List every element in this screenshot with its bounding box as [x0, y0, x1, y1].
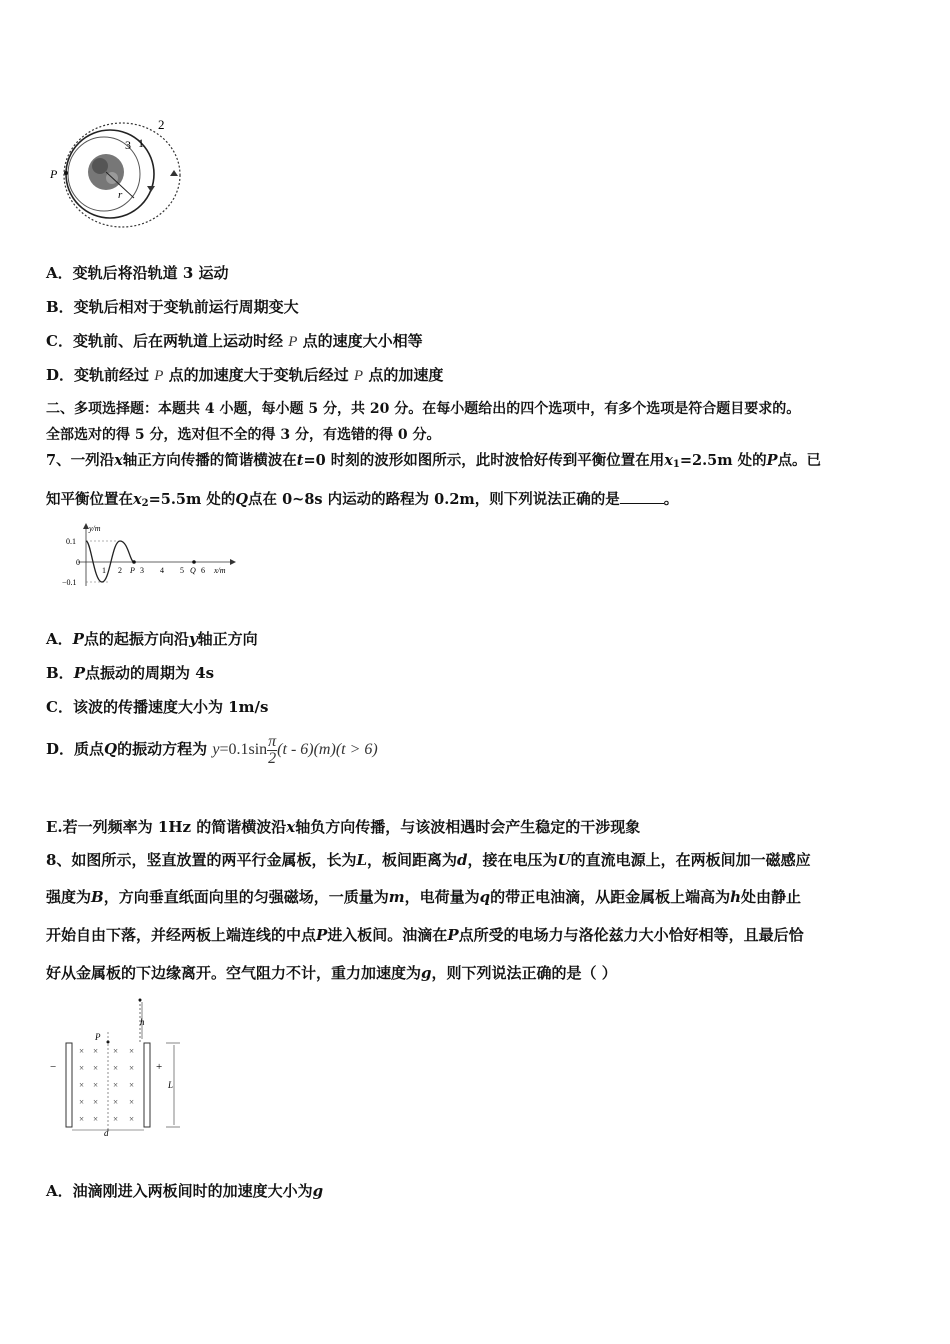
- q8-stem-line1: [46, 849, 811, 870]
- var-g: g: [312, 1182, 324, 1200]
- text: 。: [663, 491, 679, 508]
- q8-stem-line3: [46, 924, 804, 945]
- label-p: P: [95, 1032, 101, 1042]
- q6-option-d-mid: 点的加速度大于变轨后经过: [168, 366, 349, 384]
- label-2: 2: [158, 117, 165, 132]
- wave-curve: [86, 541, 134, 582]
- text: =0 时刻的波形如图所示，此时波恰好传到平衡位置在用: [303, 452, 665, 469]
- cross: ×: [93, 1114, 99, 1124]
- cross: ×: [93, 1046, 99, 1056]
- q6-option-c-pre: C．变轨前、后在两轨道上运动时经: [46, 332, 283, 350]
- text: A．: [46, 630, 73, 648]
- y-tick-zero: 0: [76, 558, 80, 567]
- cross: ×: [93, 1097, 99, 1107]
- y-tick-bottom: −0.1: [62, 578, 77, 587]
- subscript: 1: [672, 459, 680, 470]
- point-p: [132, 560, 136, 564]
- cross: ×: [113, 1097, 119, 1107]
- x-tick-q: Q: [190, 566, 196, 575]
- var-p: P: [316, 926, 328, 944]
- text: 开始自由下落，并经两板上端连线的中点: [46, 926, 317, 944]
- x-tick-5: 5: [180, 566, 184, 575]
- y-axis-label: y/m: [89, 524, 101, 533]
- x-tick-4: 4: [160, 566, 164, 575]
- cross: ×: [113, 1046, 119, 1056]
- cross: ×: [113, 1114, 119, 1124]
- var-x2: x: [133, 491, 142, 508]
- x-tick-3: 3: [140, 566, 144, 575]
- text: 知平衡位置在: [46, 491, 133, 508]
- left-plate: [66, 1043, 72, 1127]
- q6-option-d: [46, 364, 443, 385]
- label-d: d: [104, 1128, 109, 1136]
- cross: ×: [129, 1046, 135, 1056]
- text: 的直流电源上，在两板间加一磁感应: [570, 851, 811, 869]
- section-heading-line2: 全部选对的得 5 分，选对但不全的得 3 分，有选错的得 0 分。: [46, 427, 441, 443]
- x-tick-1: 1: [102, 566, 106, 575]
- text: 的振动方程为: [117, 740, 208, 759]
- label-h: h: [140, 1017, 145, 1027]
- var-p: P: [154, 368, 164, 384]
- q6-option-d-post: 点的加速度: [368, 366, 444, 384]
- text: =5.5m 处的: [148, 491, 236, 508]
- cross: ×: [129, 1063, 135, 1073]
- cross: ×: [129, 1097, 135, 1107]
- cross: ×: [79, 1063, 85, 1073]
- var-g: g: [421, 964, 432, 982]
- text: 点的起振方向沿: [83, 630, 189, 648]
- y-tick-top: 0.1: [66, 537, 76, 546]
- right-plate: [144, 1043, 150, 1127]
- q7-option-c: C．该波的传播速度大小为 1m/s: [46, 698, 269, 716]
- var-p: P: [766, 452, 778, 469]
- text: 处由静止: [741, 888, 802, 906]
- var-p: P: [353, 368, 364, 384]
- text: E.若一列频率为 1Hz 的简谐横波沿: [46, 818, 287, 836]
- var-u: U: [557, 851, 571, 869]
- q6-option-c-post: 点的速度大小相等: [302, 332, 423, 350]
- x-tick-6: 6: [201, 566, 205, 575]
- cross: ×: [79, 1097, 85, 1107]
- plates-diagram: [46, 996, 196, 1136]
- text: =2.5m 处的: [679, 452, 767, 469]
- answer-blank: [620, 491, 664, 504]
- text: 轴负方向传播，与该波相遇时会产生稳定的干涉现象: [295, 818, 641, 836]
- var-x: x: [286, 818, 296, 836]
- q7-option-a: [46, 628, 258, 649]
- cross: ×: [129, 1080, 135, 1090]
- text: 点所受的电场力与洛伦兹力大小恰好相等，且最后恰: [458, 926, 804, 944]
- q7-stem-line2: [46, 488, 678, 509]
- cross: ×: [79, 1114, 85, 1124]
- q8-option-a: [46, 1180, 323, 1201]
- text: ，则下列说法正确的是（ ）: [431, 964, 617, 982]
- cross: ×: [113, 1080, 119, 1090]
- text: ，方向垂直纸面向里的匀强磁场，一质量为: [103, 888, 389, 906]
- text: ，电荷量为: [404, 888, 480, 906]
- cross: ×: [93, 1063, 99, 1073]
- cross: ×: [93, 1080, 99, 1090]
- wave-graph: [58, 520, 238, 590]
- label-p: P: [50, 167, 58, 181]
- text: B．: [46, 664, 74, 682]
- text: 点在 0~8s 内运动的路程为 0.2m，则下列说法正确的是: [248, 491, 620, 508]
- eq-denominator: 2: [268, 750, 277, 767]
- orbit-diagram: [44, 112, 194, 242]
- q6-option-b: B．变轨后相对于变轨前运行周期变大: [46, 298, 299, 316]
- var-l: L: [356, 851, 367, 869]
- text: A．油滴刚进入两板间时的加速度大小为: [46, 1182, 313, 1200]
- text: 8、如图所示，竖直放置的两平行金属板，长为: [46, 851, 357, 869]
- x-axis-label: x/m: [214, 566, 226, 575]
- text: 好从金属板的下边缘离开。空气阻力不计，重力加速度为: [46, 964, 422, 982]
- text: 轴正方向: [197, 630, 258, 648]
- point-p: [64, 171, 68, 175]
- eq-fraction: [267, 734, 277, 767]
- q6-option-c: [46, 330, 423, 351]
- text: D．质点: [46, 740, 105, 759]
- q8-stem-line4: [46, 962, 617, 983]
- var-q: q: [479, 888, 491, 906]
- x-tick-p: P: [130, 566, 135, 575]
- var-x1: x: [664, 452, 673, 469]
- text: ，板间距离为: [367, 851, 458, 869]
- minus-sign: −: [50, 1061, 57, 1073]
- magnetic-field: [79, 1046, 134, 1124]
- var-p: P: [73, 664, 85, 682]
- var-y: y: [188, 630, 198, 648]
- var-x: x: [114, 452, 123, 469]
- q7-option-e: [46, 816, 640, 837]
- label-3: 3: [125, 138, 131, 152]
- var-q: Q: [104, 740, 118, 759]
- var-b: B: [91, 888, 104, 906]
- eq-numerator: π: [268, 733, 277, 750]
- var-t: t: [296, 452, 304, 469]
- var-p: P: [447, 926, 459, 944]
- var-d: d: [457, 851, 468, 869]
- text: ，接在电压为: [467, 851, 558, 869]
- eq-part: =0.1sin: [219, 741, 268, 759]
- cross: ×: [113, 1063, 119, 1073]
- cross: ×: [79, 1046, 85, 1056]
- section-heading-line1: 二、多项选择题：本题共 4 小题，每小题 5 分，共 20 分。在每小题给出的四个选项中，有多个选项是符合题目要求的。: [46, 401, 801, 417]
- subscript: 2: [141, 498, 149, 509]
- text: 强度为: [46, 888, 92, 906]
- label-1: 1: [138, 136, 144, 150]
- q8-stem-line2: [46, 886, 801, 907]
- var-m: m: [388, 888, 405, 906]
- text: 轴正方向传播的简谐横波在: [122, 452, 297, 469]
- var-p: P: [288, 334, 298, 350]
- x-tick-2: 2: [118, 566, 122, 575]
- var-p: P: [72, 630, 84, 648]
- point-q: [192, 560, 196, 564]
- eq-part: (t - 6)(m)(t > 6): [277, 741, 378, 759]
- q7-stem-line1: [46, 449, 821, 470]
- q6-option-a: A．变轨后将沿轨道 3 运动: [46, 264, 229, 282]
- eq-y: y: [212, 741, 220, 759]
- text: 点。已: [777, 452, 822, 469]
- q7-option-d: [46, 734, 378, 767]
- text: 进入板间。油滴在: [327, 926, 448, 944]
- q6-option-d-pre: D．变轨前经过: [46, 366, 150, 384]
- cross: ×: [129, 1114, 135, 1124]
- q7-option-b: [46, 662, 214, 683]
- var-q: Q: [235, 491, 249, 508]
- text: 点振动的周期为 4s: [84, 664, 215, 682]
- text: 的带正电油滴，从距金属板上端高为: [490, 888, 731, 906]
- label-r: r: [118, 189, 123, 201]
- vibration-equation: [212, 733, 378, 767]
- label-l: L: [168, 1080, 174, 1090]
- plus-sign: +: [156, 1061, 163, 1073]
- text: 7、一列沿: [46, 452, 115, 469]
- var-h: h: [730, 888, 742, 906]
- cross: ×: [79, 1080, 85, 1090]
